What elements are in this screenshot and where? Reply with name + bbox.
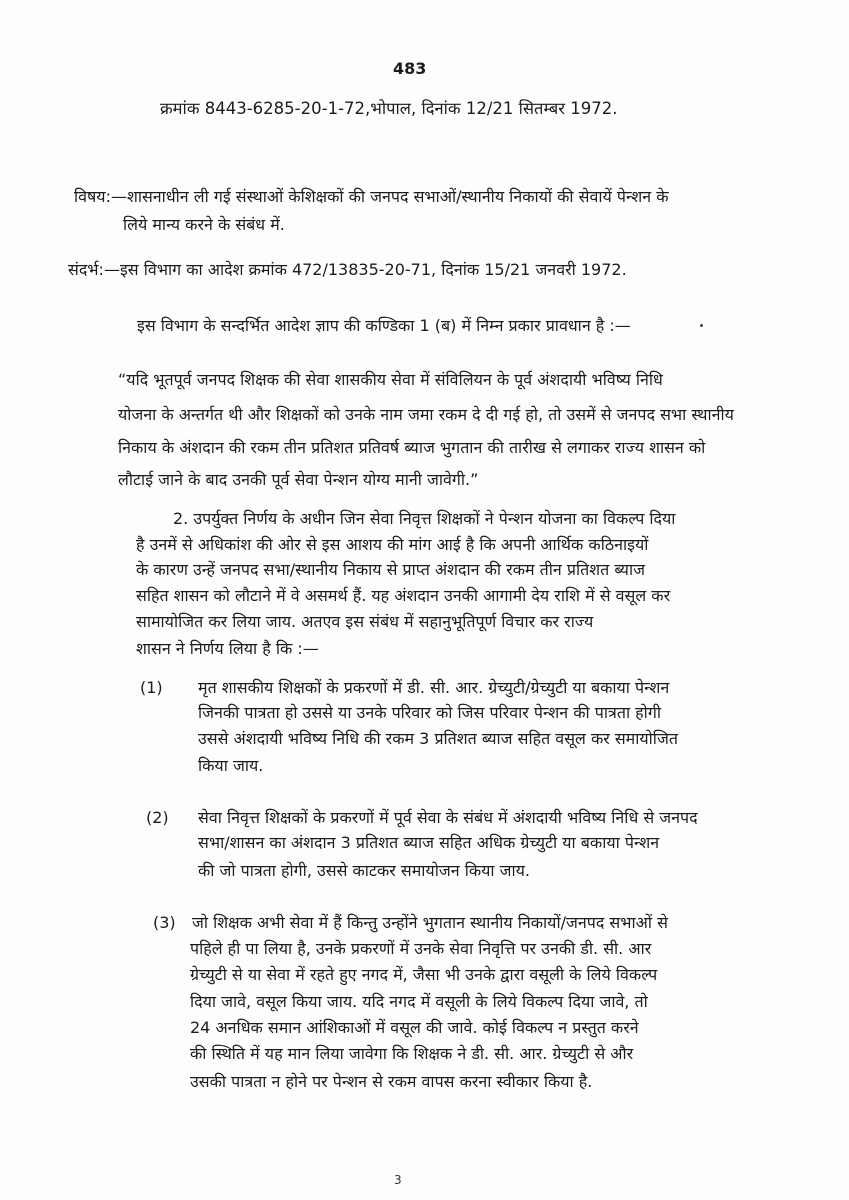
paragraph-2-line-4: सहित शासन को लौटाने में वे असमर्थ हैं. यह अंशदान उनकी आगामी देय राशि में से वसूल कर [136,586,671,605]
intro-paragraph: इस विभाग के सन्दर्भित आदेश ज्ञाप की कण्डिका 1 (ब) में निम्न प्रकार प्रावधान है :— [137,316,631,335]
clause-3-line-1: जो शिक्षक अभी सेवा में हैं किन्तु उन्होंने भुगतान स्थानीय निकायों/जनपद सभाओं से [192,913,668,932]
clause-2-line-3: की जो पात्रता होगी, उससे काटकर समायोजन किया जाय. [198,861,531,880]
reference-line: संदर्भ:—इस विभाग का आदेश क्रमांक 472/13835-20-71, दिनांक 15/21 जनवरी 1972. [68,260,627,279]
quote-line-4: लौटाई जाने के बाद उनकी पूर्व सेवा पेन्शन योग्य मानी जावेगी.” [118,470,479,489]
clause-3-line-7: उसकी पात्रता न होने पर पेन्शन से रकम वापस करना स्वीकार किया है. [190,1072,593,1091]
clause-2-number: (2) [146,808,169,827]
scan-speck [700,324,703,327]
clause-2-line-1: सेवा निवृत्त शिक्षकों के प्रकरणों में पूर्व सेवा के संबंध में अंशदायी भविष्य निधि से जनपद [198,808,698,827]
subject-line-1: विषय:—शासनाधीन ली गई संस्थाओं केशिक्षकों की जनपद सभाओं/स्थानीय निकायों की सेवायें पेन्शन के [74,187,669,206]
subject-line-2: लिये मान्य करने के संबंध में. [123,215,285,234]
clause-3-number: (3) [153,913,176,932]
quote-line-1: “यदि भूतपूर्व जनपद शिक्षक की सेवा शासकीय सेवा में संविलियन के पूर्व अंशदायी भविष्य निधि [118,370,663,389]
quote-line-3: निकाय के अंशदान की रकम तीन प्रतिशत प्रतिवर्ष ब्याज भुगतान की तारीख से लगाकर राज्य शासन को [118,438,706,457]
top-page-number: 483 [393,59,427,78]
clause-3-line-5: 24 अनधिक समान आंशिकाओं में वसूल की जावे. कोई विकल्प न प्रस्तुत करने [190,1018,639,1037]
order-reference-line: क्रमांक 8443-6285-20-1-72,भोपाल, दिनांक 12/21 सितम्बर 1972. [160,99,618,118]
quote-line-2: योजना के अन्तर्गत थी और शिक्षकों को उनके नाम जमा रकम दे दी गई हो, तो उसमें से जनपद सभा स्थानीय [118,405,734,424]
clause-3-line-4: दिया जावे, वसूल किया जाय. यदि नगद में वसूली के लिये विकल्प दिया जावे, तो [190,992,648,1011]
clause-1-line-4: किया जाय. [198,756,264,775]
paragraph-2-line-5: सामायोजित कर लिया जाय. अतएव इस संबंध में सहानुभूतिपूर्ण विचार कर राज्य [136,612,594,631]
paragraph-2-line-3: के कारण उन्हें जनपद सभा/स्थानीय निकाय से प्राप्त अंशदान की रकम तीन प्रतिशत ब्याज [136,560,645,579]
clause-1-line-1: मृत शासकीय शिक्षकों के प्रकरणों में डी. सी. आर. ग्रेच्युटी/ग्रेच्युटी या बकाया पेन्शन [198,678,670,697]
footer-page-number: 3 [394,1173,402,1187]
paragraph-2-line-6: शासन ने निर्णय लिया है कि :— [136,639,319,658]
clause-1-number: (1) [140,678,163,697]
clause-1-line-3: उससे अंशदायी भविष्य निधि की रकम 3 प्रतिशत ब्याज सहित वसूल कर समायोजित [198,729,678,748]
paragraph-2-line-2: है उनमें से अधिकांश की ओर से इस आशय की मांग आई है कि अपनी आर्थिक कठिनाइयों [136,535,649,554]
paragraph-2-line-1: 2. उपर्युक्त निर्णय के अधीन जिन सेवा निवृत्त शिक्षकों ने पेन्शन योजना का विकल्प दिया [173,509,676,528]
clause-2-line-2: सभा/शासन का अंशदान 3 प्रतिशत ब्याज सहित अधिक ग्रेच्युटी या बकाया पेन्शन [198,833,660,852]
clause-3-line-6: की स्थिति में यह मान लिया जावेगा कि शिक्षक ने डी. सी. आर. ग्रेच्युटी से और [190,1044,634,1063]
clause-1-line-2: जिनकी पात्रता हो उससे या उनके परिवार को जिस परिवार पेन्शन की पात्रता होगी [198,703,661,722]
clause-3-line-3: ग्रेच्युटी से या सेवा में रहते हुए नगद में, जैसा भी उनके द्वारा वसूली के लिये विकल्प [190,965,658,984]
clause-3-line-2: पहिले ही पा लिया है, उनके प्रकरणों में उनके सेवा निवृत्ति पर उनकी डी. सी. आर [190,939,652,958]
